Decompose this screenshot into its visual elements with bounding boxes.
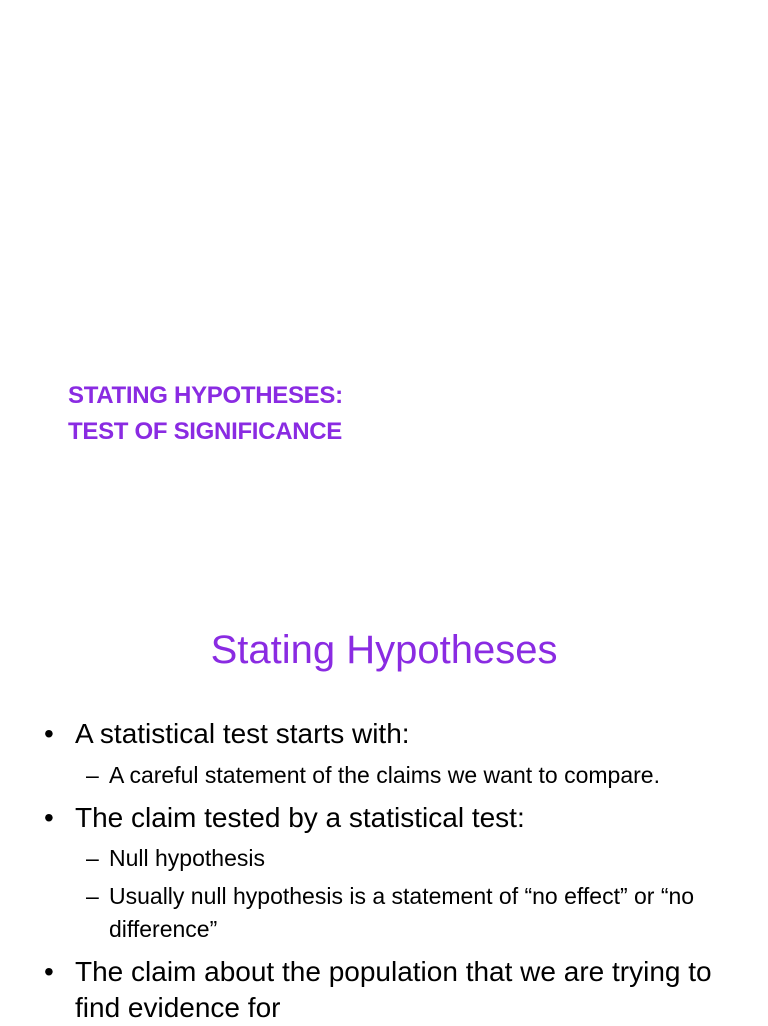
bullet-text: The claim tested by a statistical test: [75, 802, 525, 833]
bullet-text: A statistical test starts with: [75, 718, 410, 749]
sub-bullet-dash: – [86, 883, 99, 909]
sub-bullet-dash: – [86, 845, 99, 871]
section-title-line-1: STATING HYPOTHESES: [68, 382, 343, 409]
bullet-dot: • [44, 956, 54, 987]
bullet-text: The claim about the population that we are trying to find evidence for [75, 956, 712, 1023]
sub-bullet-text: Usually null hypothesis is a statement of “no effect” or “no difference” [109, 883, 695, 942]
bullet-dot: • [44, 802, 54, 833]
bullet-dot: • [44, 718, 54, 749]
slide-title: Stating Hypotheses [210, 628, 558, 672]
sub-bullet-dash: – [86, 762, 99, 788]
section-title [68, 378, 668, 450]
sub-bullet-text: A careful statement of the claims we want to compare. [109, 762, 660, 788]
sub-bullet-text: Null hypothesis [109, 845, 265, 871]
section-title-line-2: TEST OF SIGNIFICANCE [68, 418, 343, 445]
